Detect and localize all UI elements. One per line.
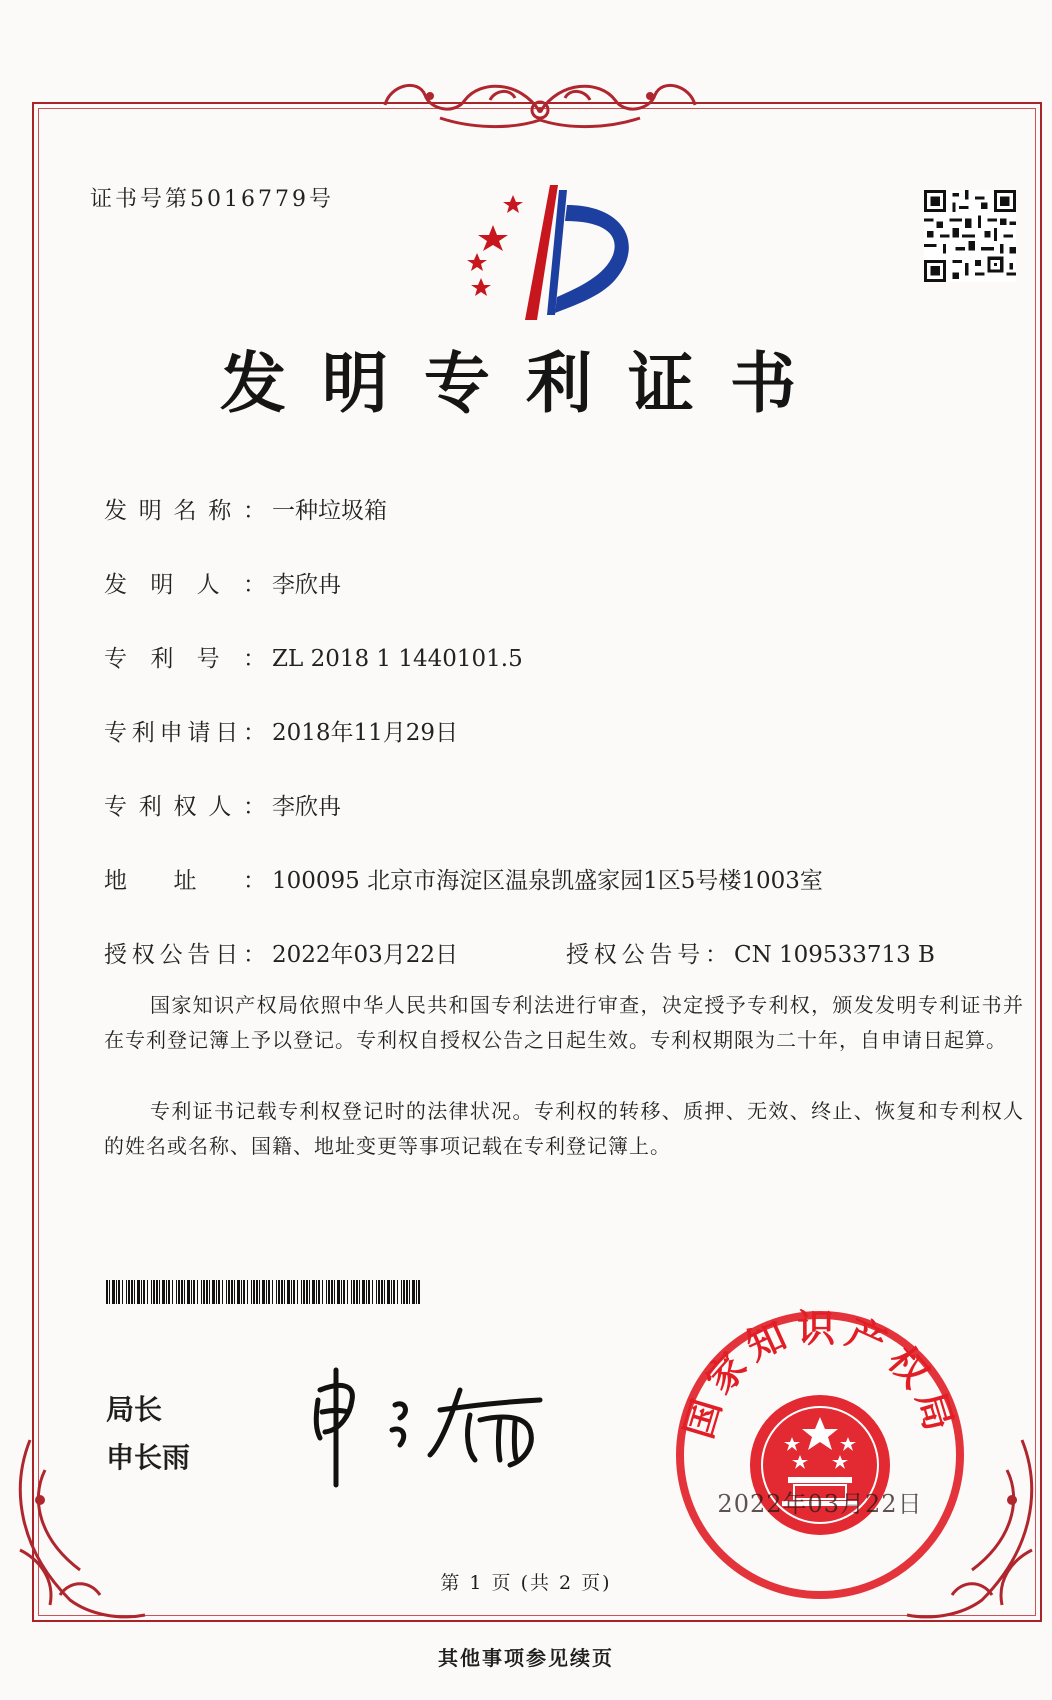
- field-label: 发明名称：: [104, 498, 266, 524]
- director-name: 申长雨: [106, 1441, 191, 1474]
- seal-text: 国家知识产权局: [676, 1306, 964, 1444]
- page-number: 第 1 页 (共 2 页): [440, 1572, 612, 1594]
- field-label: 专利权人：: [104, 794, 266, 820]
- qr-code: [924, 190, 1016, 282]
- legal-paragraph-1: 国家知识产权局依照中华人民共和国专利法进行审查，决定授予专利权，颁发发明专利证书并在专利登记簿上予以登记。专利权自授权公告之日起生效。专利权期限为二十年，自申请日起算。: [104, 993, 1024, 1052]
- field-value: 2018年11月29日: [272, 720, 459, 746]
- field-label: 授权公告号：: [566, 942, 728, 968]
- field-value: 100095 北京市海淀区温泉凯盛家园1区5号楼1003室: [272, 868, 823, 894]
- field-value: 李欣冉: [272, 794, 341, 820]
- field-grant-date: [104, 936, 458, 969]
- cnipa-emblem-icon: [455, 185, 655, 325]
- field-address: [104, 862, 823, 895]
- field-label: 发明人：: [104, 572, 266, 598]
- legal-paragraph-2: 专利证书记载专利权登记时的法律状况。专利权的转移、质押、无效、终止、恢复和专利权人的姓名或名称、国籍、地址变更等事项记载在专利登记簿上。: [104, 1099, 1024, 1158]
- field-label: 专利号：: [104, 646, 266, 672]
- seal-date: 2022年03月22日: [717, 1490, 923, 1518]
- certificate-title: 发明专利证书: [220, 344, 832, 422]
- director-title: 局长: [106, 1393, 163, 1426]
- field-invention-name: [104, 492, 387, 525]
- field-application-date: [104, 714, 458, 747]
- field-patentee: [104, 788, 341, 821]
- continuation-note: 其他事项参见续页: [438, 1646, 614, 1670]
- director-signature: [300, 1360, 580, 1490]
- field-value: 2022年03月22日: [272, 942, 459, 968]
- field-value: ZL 2018 1 1440101.5: [272, 646, 523, 672]
- field-value: 李欣冉: [272, 572, 341, 598]
- field-grant-number: [566, 936, 935, 969]
- top-ornament: [370, 70, 710, 140]
- field-value: 一种垃圾箱: [272, 498, 387, 524]
- official-seal: [670, 1305, 970, 1605]
- field-value: CN 109533713 B: [734, 942, 935, 968]
- field-label: 授权公告日：: [104, 942, 266, 968]
- field-label: 地址：: [104, 868, 266, 894]
- barcode: [106, 1280, 422, 1304]
- certificate-number: 证书号第5016779号: [90, 187, 334, 212]
- field-label: 专利申请日：: [104, 720, 266, 746]
- field-patent-number: [104, 640, 523, 673]
- field-inventor: [104, 566, 341, 599]
